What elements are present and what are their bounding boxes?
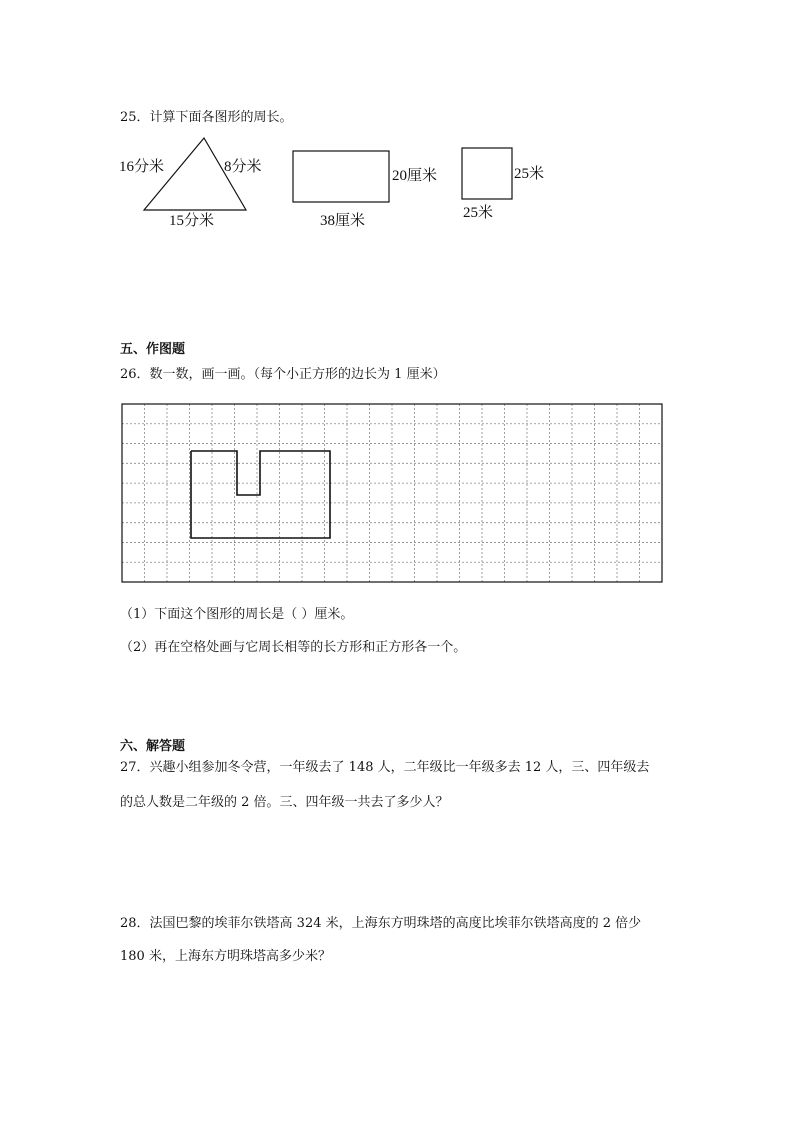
- triangle-left-label: 16分米: [119, 159, 165, 175]
- q26-text: 26．数一数，画一画。（每个小正方形的边长为 1 厘米）: [120, 367, 446, 382]
- section-5-title: 五、作图题: [120, 342, 186, 357]
- q26-sub1: （1）下面这个图形的周长是（ ）厘米。: [120, 607, 354, 622]
- q25-text: 25．计算下面各图形的周长。: [120, 110, 293, 125]
- square-figure: [461, 147, 515, 201]
- dotted-grid: [120, 402, 665, 584]
- triangle-right-label: 8分米: [224, 159, 262, 175]
- q27-line2: 的总人数是二年级的 2 倍。三、四年级一共去了多少人？: [120, 795, 449, 810]
- q27-line1: 27．兴趣小组参加冬令营，一年级去了 148 人，二年级比一年级多去 12 人，三、四年级去: [120, 760, 650, 775]
- square-right-label: 25米: [514, 166, 545, 182]
- rectangle-width-label: 38厘米: [320, 213, 366, 229]
- triangle-bottom-label: 15分米: [169, 213, 215, 229]
- rectangle-figure: [292, 150, 392, 204]
- q26-sub2: （2）再在空格处画与它周长相等的长方形和正方形各一个。: [120, 640, 467, 655]
- q28-line1: 28．法国巴黎的埃菲尔铁塔高 324 米，上海东方明珠塔的高度比埃菲尔铁塔高度的 2 倍少: [120, 916, 642, 931]
- q28-line2: 180 米，上海东方明珠塔高多少米？: [120, 949, 331, 964]
- square-bottom-label: 25米: [463, 205, 494, 221]
- section-6-title: 六、解答题: [120, 739, 186, 754]
- rectangle-height-label: 20厘米: [392, 168, 438, 184]
